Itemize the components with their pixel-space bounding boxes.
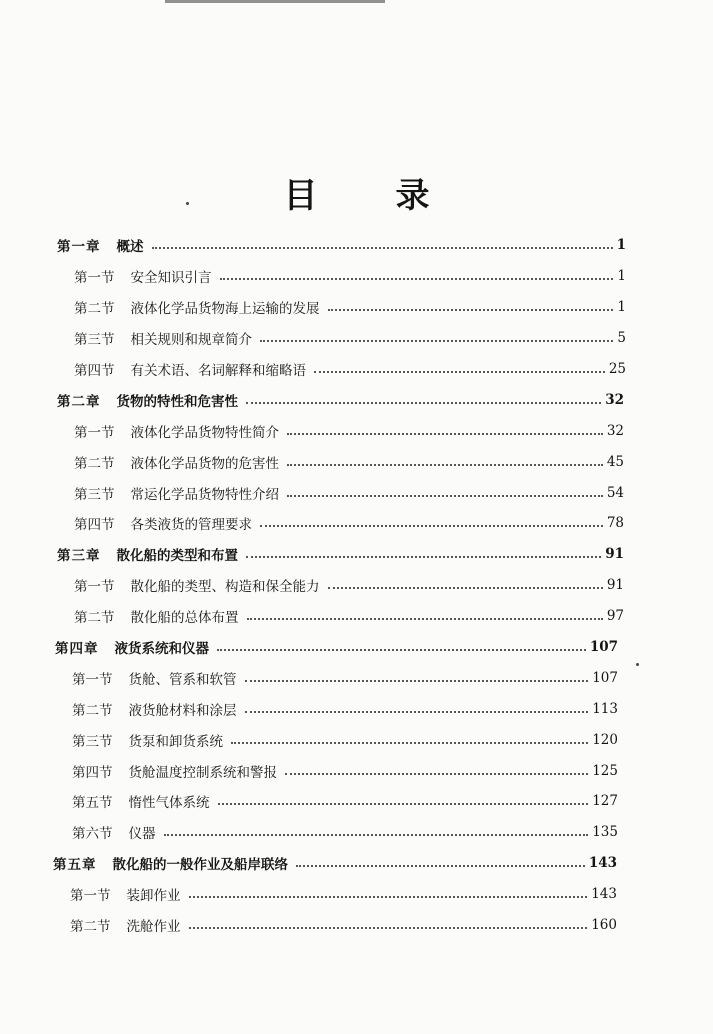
- toc-section-row: [0, 786, 618, 817]
- toc-entry-page: 1: [617, 268, 626, 285]
- toc-entry-number: 第三节: [74, 486, 115, 503]
- toc-entry-title: 散化船的类型、构造和保全能力: [130, 579, 320, 596]
- toc-section-row: [0, 662, 618, 693]
- toc-entry-title: 散化船的一般作业及船岸联络: [112, 857, 288, 874]
- toc-dot-leader: [245, 680, 589, 682]
- toc-section-row: [0, 910, 617, 941]
- toc-dot-leader: [246, 556, 601, 558]
- toc-section-row: [0, 570, 624, 601]
- toc-dot-leader: [260, 340, 613, 342]
- toc-section-row: [0, 693, 618, 724]
- toc-section-row: [0, 354, 626, 385]
- toc-section-row: [0, 601, 624, 632]
- toc-entry-number: 第一节: [74, 270, 115, 287]
- toc-dot-leader: [314, 371, 605, 373]
- toc-entry-number: 第四节: [72, 764, 113, 781]
- toc-entry-number: 第四章: [55, 641, 99, 658]
- toc-dot-leader: [218, 803, 589, 805]
- toc-section-row: [0, 817, 618, 848]
- toc-entry-title: 液体化学品货物的危害性: [130, 455, 279, 472]
- toc-dot-leader: [285, 773, 588, 775]
- toc-entry-page: 120: [592, 731, 618, 748]
- scan-artifact-rule: [165, 0, 385, 3]
- toc-entry-page: 32: [605, 391, 624, 408]
- toc-entry-title: 有关术语、名词解释和缩略语: [130, 363, 306, 379]
- toc-entry-page: 25: [608, 361, 626, 377]
- toc-entry-page: 97: [606, 608, 624, 625]
- toc-entry-title: 液体化学品货物海上运输的发展: [130, 301, 320, 318]
- page-title: [0, 168, 713, 217]
- toc-entry-page: 91: [605, 546, 624, 563]
- toc-entry-number: 第一章: [57, 239, 101, 256]
- toc-entry-title: 液货舱材料和涂层: [128, 702, 237, 719]
- toc-chapter-row: [0, 539, 624, 570]
- toc-entry-page: 135: [592, 824, 618, 841]
- toc-dot-leader: [189, 927, 588, 929]
- toc-entry-page: 32: [606, 422, 624, 439]
- toc-entry-number: 第二章: [57, 393, 101, 410]
- toc-dot-leader: [220, 278, 614, 280]
- toc-chapter-row: [0, 230, 626, 261]
- toc-entry-number: 第二节: [74, 610, 115, 627]
- toc-entry-title: 货物的特性和危害性: [116, 393, 238, 410]
- toc-entry-title: 仪器: [128, 826, 156, 843]
- title-char-left: 目: [283, 176, 318, 216]
- toc-entry-page: 143: [588, 855, 617, 872]
- toc-entry-page: 107: [589, 639, 618, 656]
- toc-section-row: [0, 323, 626, 354]
- toc-entry-number: 第二节: [70, 919, 111, 936]
- toc-entry-number: 第一节: [70, 888, 111, 905]
- toc-entry-title: 常运化学品货物特性介绍: [130, 486, 279, 503]
- toc-entry-page: 125: [592, 762, 618, 779]
- toc-entry-title: 各类液货的管理要求: [130, 517, 252, 534]
- toc-entry-title: 货舱、管系和软管: [128, 671, 237, 688]
- toc-entry-title: 散化船的类型和布置: [116, 548, 238, 565]
- toc-section-row: [0, 292, 626, 323]
- toc-entry-number: 第三节: [74, 332, 115, 349]
- toc-entry-number: 第六节: [72, 826, 113, 843]
- toc-entry-title: 相关规则和规章简介: [130, 332, 252, 349]
- toc-section-row: [0, 261, 626, 292]
- toc-section-row: [0, 477, 624, 508]
- toc-entry-title: 概述: [116, 239, 144, 256]
- toc-dot-leader: [287, 464, 603, 466]
- toc-section-row: [0, 724, 618, 755]
- toc-entry-page: 143: [591, 886, 617, 903]
- toc-dot-leader: [260, 525, 603, 527]
- toc-dot-leader: [328, 309, 614, 311]
- toc-entry-page: 45: [606, 453, 624, 470]
- toc-entry-page: 127: [592, 793, 618, 810]
- toc-section-row: [0, 879, 617, 910]
- toc-dot-leader: [287, 495, 603, 497]
- toc-section-row: [0, 415, 624, 446]
- toc-section-row: [0, 755, 618, 786]
- toc-entry-page: 78: [606, 515, 624, 532]
- scan-speck: [636, 663, 639, 666]
- toc-entry-page: 107: [592, 669, 618, 686]
- toc-entry-number: 第一节: [74, 579, 115, 596]
- toc-dot-leader: [164, 834, 589, 836]
- toc-entry-title: 液货系统和仪器: [114, 641, 209, 658]
- toc-entry-number: 第二节: [72, 702, 113, 719]
- toc-entry-title: 货泵和卸货系统: [128, 733, 223, 750]
- toc-entry-title: 安全知识引言: [130, 270, 212, 287]
- toc-dot-leader: [296, 865, 585, 867]
- scan-speck: [186, 202, 189, 205]
- toc-entry-number: 第二节: [74, 455, 115, 472]
- toc-entry-page: 5: [617, 330, 626, 347]
- toc-chapter-row: [0, 384, 624, 415]
- table-of-contents: [0, 230, 713, 940]
- toc-dot-leader: [231, 742, 588, 744]
- toc-entry-title: 惰性气体系统: [128, 795, 210, 812]
- toc-entry-number: 第三章: [57, 548, 101, 565]
- toc-dot-leader: [328, 587, 603, 589]
- title-char-right: 录: [395, 176, 430, 216]
- toc-dot-leader: [245, 711, 589, 713]
- toc-entry-number: 第一节: [74, 424, 115, 441]
- toc-entry-page: 113: [592, 700, 618, 717]
- toc-entry-number: 第三节: [72, 733, 113, 750]
- toc-dot-leader: [189, 896, 588, 898]
- toc-entry-page: 1: [617, 299, 626, 316]
- toc-entry-page: 160: [591, 917, 617, 934]
- toc-section-row: [0, 508, 624, 539]
- toc-entry-title: 散化船的总体布置: [130, 610, 239, 627]
- toc-entry-title: 洗舱作业: [126, 919, 181, 936]
- toc-section-row: [0, 446, 624, 477]
- toc-dot-leader: [287, 433, 603, 435]
- toc-entry-number: 第五章: [53, 857, 97, 874]
- toc-dot-leader: [217, 649, 586, 651]
- toc-entry-title: 装卸作业: [126, 888, 181, 905]
- toc-entry-number: 第四节: [74, 363, 115, 379]
- toc-chapter-row: [0, 848, 617, 879]
- toc-entry-number: 第二节: [74, 301, 115, 318]
- toc-entry-page: 91: [606, 577, 624, 594]
- toc-dot-leader: [152, 247, 613, 249]
- toc-dot-leader: [246, 402, 601, 404]
- toc-entry-number: 第五节: [72, 795, 113, 812]
- toc-chapter-row: [0, 632, 618, 663]
- toc-entry-title: 液体化学品货物特性简介: [130, 424, 279, 441]
- toc-entry-page: 54: [606, 484, 624, 501]
- toc-entry-page: 1: [616, 237, 626, 254]
- toc-entry-title: 货舱温度控制系统和警报: [128, 764, 277, 781]
- toc-entry-number: 第一节: [72, 671, 113, 688]
- toc-entry-number: 第四节: [74, 517, 115, 534]
- toc-dot-leader: [247, 618, 603, 620]
